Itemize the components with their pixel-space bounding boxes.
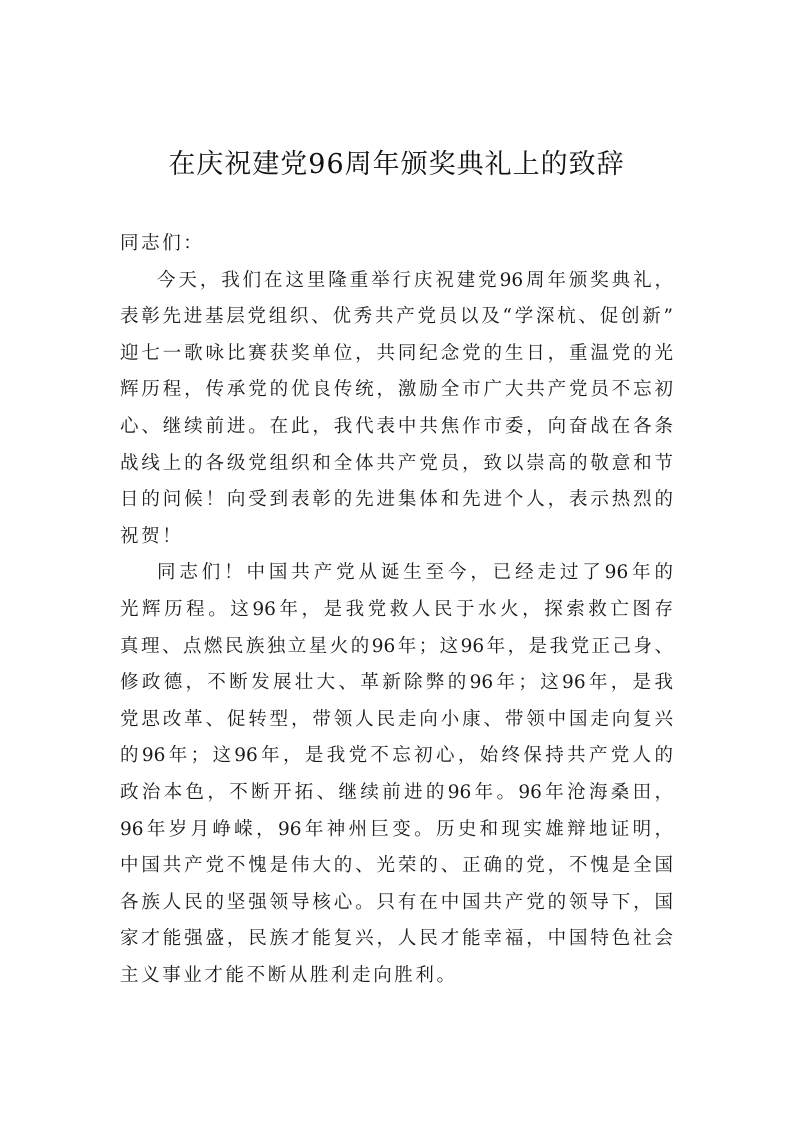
- paragraph-line: 中国共产党不愧是伟大的、光荣的、正确的党，不愧是全国: [120, 855, 673, 877]
- paragraph-line: 战线上的各级党组织和全体共产党员，致以崇高的敬意和节: [120, 452, 673, 474]
- paragraph-line: 主义事业才能不断从胜利走向胜利。: [120, 964, 458, 986]
- paragraph-line: 心、继续前进。在此，我代表中共焦作市委，向奋战在各条: [120, 415, 673, 437]
- paragraph-line: 祝贺！: [120, 525, 184, 547]
- paragraph-line: 迎七一歌咏比赛获奖单位，共同纪念党的生日，重温党的光: [120, 342, 673, 364]
- document-body: [120, 226, 673, 994]
- document-title: 在庆祝建党96周年颁奖典礼上的致辞: [168, 149, 625, 180]
- paragraph-line: 各族人民的坚强领导核心。只有在中国共产党的领导下，国: [120, 891, 673, 913]
- paragraph-line: 真理、点燃民族独立星火的96年；这96年，是我党正己身、: [120, 635, 673, 657]
- paragraph-line: 日的问候！向受到表彰的先进集体和先进个人，表示热烈的: [120, 489, 673, 511]
- paragraph-line: 家才能强盛，民族才能复兴，人民才能幸福，中国特色社会: [120, 928, 673, 950]
- paragraph-line: 修政德，不断发展壮大、革新除弊的96年；这96年，是我: [120, 672, 673, 694]
- paragraph-line: 政治本色，不断开拓、继续前进的96年。96年沧海桑田，: [120, 781, 673, 803]
- paragraph-line: 表彰先进基层党组织、优秀共产党员以及“学深杭、促创新”: [120, 306, 673, 328]
- salutation: 同志们：: [120, 233, 205, 254]
- paragraph-line: 光辉历程。这96年，是我党救人民于水火，探索救亡图存: [120, 598, 673, 620]
- paragraph-line: 党思改革、促转型，带领人民走向小康、带领中国走向复兴: [120, 708, 673, 730]
- paragraph-line: 今天，我们在这里隆重举行庆祝建党96周年颁奖典礼，: [157, 269, 673, 291]
- paragraph-2: [120, 555, 673, 994]
- paragraph-line: 96年岁月峥嵘，96年神州巨变。历史和现实雄辩地证明，: [120, 818, 673, 840]
- paragraph-1: [120, 263, 673, 556]
- paragraph-line: 辉历程，传承党的优良传统，激励全市广大共产党员不忘初: [120, 379, 673, 401]
- paragraph-line: 的96年；这96年，是我党不忘初心，始终保持共产党人的: [120, 745, 673, 767]
- paragraph-line: 同志们！中国共产党从诞生至今，已经走过了96年的: [157, 562, 673, 584]
